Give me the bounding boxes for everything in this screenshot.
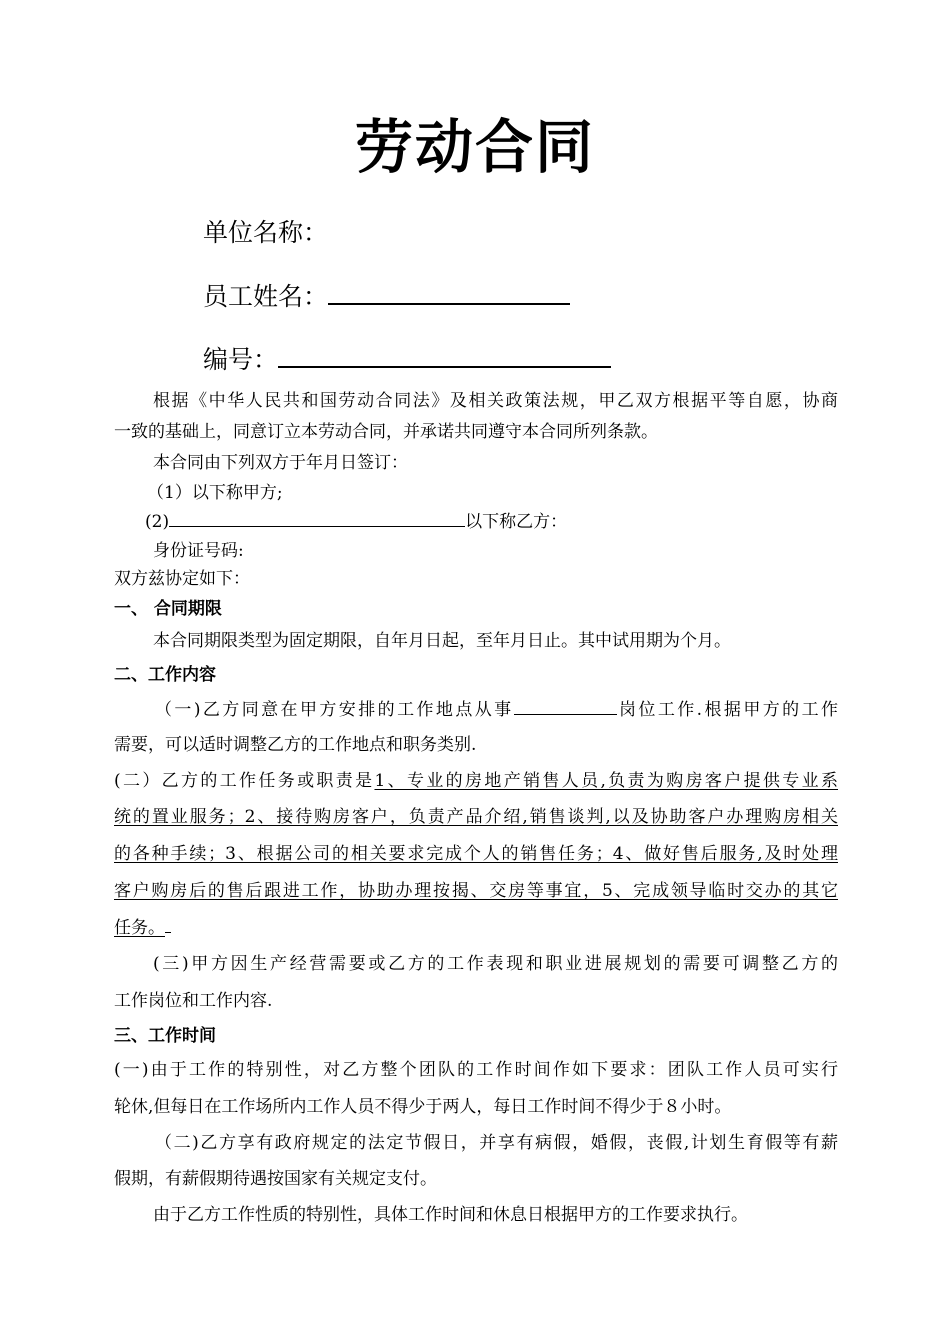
section-2-item-3-line-2: 工作岗位和工作内容. [114, 991, 273, 1011]
section-3-item-3-line-1: 由于乙方工作性质的特别性，具体工作时间和休息日根据甲方的工作要求执行。 [153, 1205, 748, 1225]
contract-number-label: 编号： [203, 345, 279, 374]
company-name-label: 单位名称： [203, 218, 329, 247]
employee-name-blank [328, 302, 570, 305]
party-a-line: （1）以下称甲方; [147, 483, 283, 503]
section-2-item-1-prefix: （一)乙方同意在甲方安排的工作地点从事 [155, 700, 514, 720]
section-3-item-2-line-2: 假期，有薪假期待遇按国家有关规定支付。 [114, 1169, 437, 1189]
section-2-item-2-duties-start: 1、专业的房地产销售人员,负责为购房客户提供专业系 [374, 771, 839, 791]
employee-name-field [203, 277, 570, 313]
intro-paragraph-line-2: 一致的基础上，同意订立本劳动合同，并承诺共同遵守本合同所列条款。 [114, 422, 658, 442]
section-3-item-2-line-1: （二)乙方享有政府规定的法定节假日，并享有病假，婚假，丧假,计划生育假等有薪 [155, 1133, 838, 1153]
contract-number-field [203, 340, 611, 376]
section-1-line-1: 本合同期限类型为固定期限，自年月日起，至年月日止。其中试用期为个月。 [153, 631, 731, 651]
section-2-item-2-line-3: 的各种手续；3、根据公司的相关要求完成个人的销售任务；4、做好售后服务,及时处理 [114, 844, 838, 864]
signing-date-line: 本合同由下列双方于年月日签订： [153, 453, 408, 473]
party-b-suffix: 以下称乙方： [465, 512, 568, 532]
section-2-item-2-end-underline [165, 916, 171, 933]
section-3-item-1-line-1: (一)由于工作的特别性，对乙方整个团队的工作时间作如下要求：团队工作人员可实行 [114, 1060, 838, 1080]
section-2-heading: 二、工作内容 [114, 665, 216, 685]
section-2-item-2-line-4: 客户购房后的售后跟进工作，协助办理按揭、交房等事宜，5、完成领导临时交办的其它 [114, 881, 838, 901]
employee-name-label: 员工姓名： [203, 282, 329, 311]
section-2-item-2-prefix: (二）乙方的工作任务或职责是 [114, 771, 375, 791]
section-2-item-1-line-1 [155, 698, 838, 721]
party-b-prefix: (2) [145, 512, 170, 532]
section-3-item-1-line-2: 轮休,但每日在工作场所内工作人员不得少于两人，每日工作时间不得少于８小时。 [114, 1097, 732, 1117]
document-title: 劳动合同 [354, 113, 595, 181]
section-2-item-2-line-1 [114, 770, 838, 792]
section-2-item-2-line-5 [114, 916, 838, 939]
position-blank [514, 698, 617, 715]
contract-number-blank [278, 365, 611, 368]
section-2-item-2-line-2: 统的置业服务；2、接待购房客户，负责产品介绍,销售谈判,以及协助客户办理购房相关 [114, 807, 838, 827]
section-2-item-1-suffix: 岗位工作.根据甲方的工作 [616, 700, 838, 720]
party-b-blank [169, 510, 465, 527]
agreement-line: 双方兹协定如下： [114, 569, 250, 589]
company-name-field [203, 213, 328, 249]
section-3-heading: 三、工作时间 [114, 1026, 216, 1046]
section-1-heading: 一、 合同期限 [114, 599, 222, 619]
party-b-line [145, 510, 869, 533]
section-2-item-3-line-1: (三)甲方因生产经营需要或乙方的工作表现和职业进展规划的需要可调整乙方的 [153, 954, 838, 974]
section-2-item-1-line-2: 需要，可以适时调整乙方的工作地点和职务类别. [114, 735, 477, 755]
intro-paragraph-line-1: 根据《中华人民共和国劳动合同法》及相关政策法规，甲乙双方根据平等自愿，协商 [153, 391, 838, 411]
id-number-line: 身份证号码: [153, 541, 244, 561]
section-2-item-2-end: 任务。 [114, 918, 165, 938]
